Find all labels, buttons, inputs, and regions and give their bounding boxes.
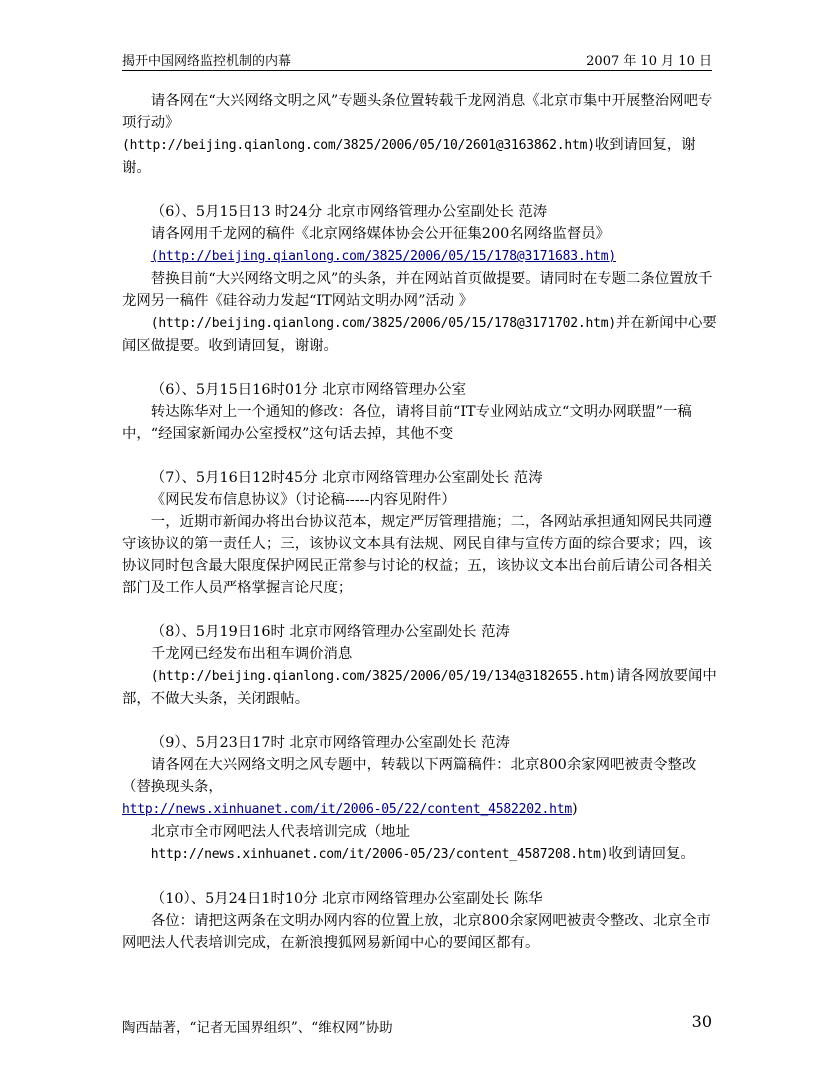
url-link[interactable]: http://news.xinhuanet.com/it/2006-05/22/content_4582202.htm: [122, 802, 572, 817]
paragraph-tail: 收到请回复，谢谢。: [122, 137, 696, 176]
url-link[interactable]: (http://beijing.qianlong.com/3825/2006/05/15/178@3171683.htm): [150, 249, 617, 264]
paragraph: [122, 843, 720, 866]
entry-9: [122, 732, 720, 866]
paragraph-tail: ): [571, 801, 578, 817]
footer-credit: 陶西喆著，“记者无国界组织”、“维权网”协助: [122, 1020, 393, 1036]
block-intro: [122, 90, 720, 179]
paragraph-tail: 并在新闻中心要闻区做提要。收到请回复，谢谢。: [122, 315, 717, 354]
paragraph: [122, 665, 720, 710]
url-text: http://news.xinhuanet.com/it/2006-05/23/content_4587208.htm): [150, 847, 609, 862]
entry-heading: （6）、5月15日16时01分 北京市网络管理办公室: [150, 382, 467, 398]
entry-10: [122, 888, 720, 954]
entry-heading: （8）、5月19日16时 北京市网络管理办公室副处长 范涛: [150, 624, 510, 640]
url-text: (http://beijing.qianlong.com/3825/2006/05/15/178@3171702.htm): [150, 316, 617, 331]
paragraph: 替换目前“大兴网络文明之风”的头条，并在网站首页做提要。请同时在专题二条位置放千龙网另一稿件《硅谷动力发起“IT网站文明办网”活动 》: [122, 271, 713, 309]
entry-heading: （6）、5月15日13 时24分 北京市网络管理办公室副处长 范涛: [150, 204, 548, 220]
entry-7: [122, 467, 720, 599]
document-body: [122, 90, 720, 954]
paragraph: [122, 245, 720, 268]
paragraph: 各位：请把这两条在文明办网内容的位置上放，北京800余家网吧被责令整改、北京全市网吧法人代表培训完成，在新浪搜狐网易新闻中心的要闻区都有。: [122, 913, 711, 951]
paragraph: 转达陈华对上一个通知的修改：各位，请将目前“IT专业网站成立“文明办网联盟”一稿中，“经国家新闻办公室授权”这句话去掉，其他不变: [122, 404, 692, 442]
paragraph: [122, 134, 720, 179]
paragraph: 请各网用千龙网的稿件《北京网络媒体协会公开征集200名网络监督员》: [150, 226, 610, 242]
entry-heading: （10）、5月24日1时10分 北京市网络管理办公室副处长 陈华: [150, 891, 543, 907]
paragraph-tail: 收到请回复。: [608, 846, 695, 862]
entry-6a: [122, 201, 720, 357]
url-text: (http://beijing.qianlong.com/3825/2006/05/19/134@3182655.htm): [150, 669, 617, 684]
paragraph: 一，近期市新闻办将出台协议范本，规定严厉管理措施；二，各网站承担通知网民共同遵守该协议的第一责任人；三，该协议文本具有法规、网民自律与宣传方面的综合要求；四，该协议同时包含最大限度保护网民正常参与讨论的权益；五，该协议文本出台前后请公司各相关部门及工作人员严格掌握言论尺度；: [122, 514, 713, 596]
entry-heading: （9）、5月23日17时 北京市网络管理办公室副处长 范涛: [150, 735, 510, 751]
entry-8: [122, 621, 720, 710]
url-text: (http://beijing.qianlong.com/3825/2006/05/10/2601@3163862.htm): [122, 138, 595, 153]
page-header: [122, 46, 712, 71]
page-number: 30: [691, 1012, 712, 1031]
entry-heading: （7）、5月16日12时45分 北京市网络管理办公室副处长 范涛: [150, 470, 543, 486]
document-date: 2007 年 10 月 10 日: [586, 54, 712, 69]
paragraph-tail: 请各网放要闻中部，不做大头条，关闭跟帖。: [122, 668, 717, 707]
paragraph: 《网民发布信息协议》（讨论稿-----内容见附件）: [150, 492, 456, 508]
paragraph: [122, 798, 720, 821]
paragraph: 请各网在“大兴网络文明之风”专题头条位置转载千龙网消息《北京市集中开展整治网吧专项行动》: [122, 93, 713, 131]
paragraph: 北京市全市网吧法人代表培训完成（地址: [150, 824, 410, 840]
paragraph: 请各网在大兴网络文明之风专题中，转载以下两篇稿件：北京800余家网吧被责令整改 （替换现头条，: [122, 757, 697, 795]
entry-6b: [122, 379, 720, 445]
document-title: 揭开中国网络监控机制的内幕: [122, 54, 292, 69]
paragraph: 千龙网已经发布出租车调价消息: [150, 646, 353, 662]
paragraph: [122, 312, 720, 357]
